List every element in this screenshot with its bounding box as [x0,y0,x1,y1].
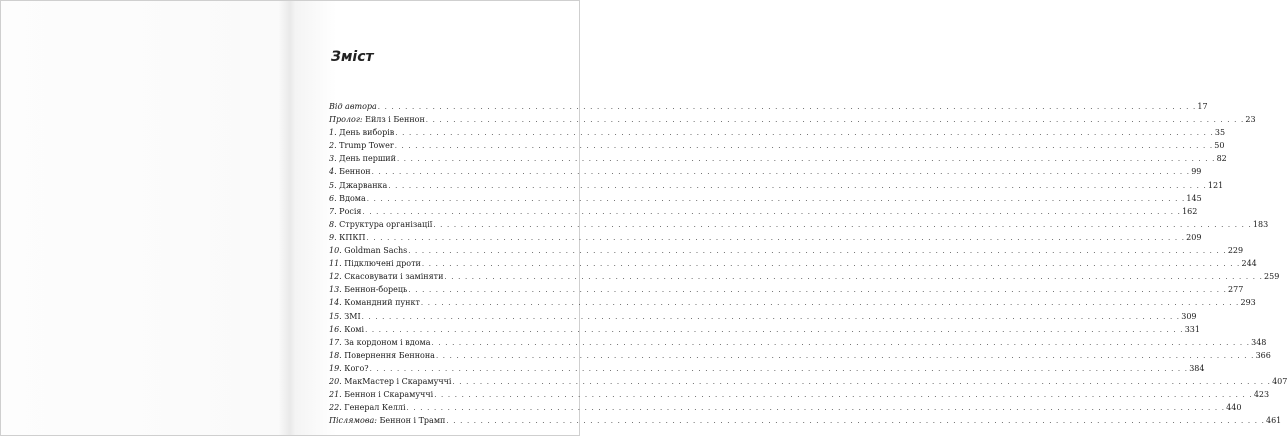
toc-entry [329,192,1202,205]
right-page [291,1,1287,435]
toc-entry-page: 50 [1214,141,1225,151]
toc-entry [329,270,1280,283]
toc-dot-leader: . . . . . . . . . . . . . . . . . . . . . . . . . . . . . . . . . . . . . . . . . . . . . . . . . . . . . . . . . . . . . . . . . . . . . . . . . . . . . . . . . . . . . . . . . . . . . . . . . . . . . . . . . . . . . . . . . . . . . . . . [366,233,1186,242]
toc-entry-label [329,283,407,296]
toc-entry-label [329,231,366,244]
toc-entry-page: 277 [1228,285,1244,295]
toc-entry-label [329,296,420,309]
toc-entry [329,375,1287,388]
toc-entry-label [329,388,433,401]
toc-entry [329,139,1225,152]
toc-entry-label [329,192,366,205]
toc-entry [329,152,1227,165]
toc-dot-leader: . . . . . . . . . . . . . . . . . . . . . . . . . . . . . . . . . . . . . . . . . . . . . . . . . . . . . . . . . . . . . . . . . . . . . . . . . . . . . . . . . . . . . . . . . . . . . . . . . . . . . . . . . . . . . . . . . . . . . . . . [420,299,1240,308]
toc-entry-label [329,336,431,349]
toc-entry-label [329,375,451,388]
toc-entry [329,100,1208,113]
toc-entry [329,362,1205,375]
toc-dot-leader: . . . . . . . . . . . . . . . . . . . . . . . . . . . . . . . . . . . . . . . . . . . . . . . . . . . . . . . . . . . . . . . . . . . . . . . . . . . . . . . . . . . . . . . . . . . . . . . . . . . . . . . . . . . . . . . . . . . . . . . . [388,181,1207,190]
toc-entry [329,218,1269,231]
toc-entry-text: Goldman Sachs [341,246,408,256]
toc-entry-text: ЗМІ [341,311,361,321]
toc-entry-label [329,349,435,362]
toc-entry-text: Генерал Келлі [341,403,406,413]
toc-entry [329,283,1244,296]
toc-entry [329,336,1267,349]
toc-entry-text: КПКП [336,232,366,242]
toc-entry-page: 348 [1251,337,1267,347]
toc-entry [329,126,1226,139]
toc-dot-leader: . . . . . . . . . . . . . . . . . . . . . . . . . . . . . . . . . . . . . . . . . . . . . . . . . . . . . . . . . . . . . . . . . . . . . . . . . . . . . . . . . . . . . . . . . . . . . . . . . . . . . . . . . . . . . . . . . . . . . . . . [365,325,1184,334]
toc-dot-leader: . . . . . . . . . . . . . . . . . . . . . . . . . . . . . . . . . . . . . . . . . . . . . . . . . . . . . . . . . . . . . . . . . . . . . . . . . . . . . . . . . . . . . . . . . . . . . . . . . . . . . . . . . . . . . . . . . . . . . . . . [361,312,1181,321]
toc-entry-label [329,270,443,283]
toc-entry-text: За кордоном і вдома [341,337,431,347]
toc-entry [329,231,1202,244]
toc-entry [329,205,1198,218]
toc-entry-label [329,218,432,231]
toc-entry-prefix: 12. [329,272,342,282]
toc-entry-label [329,205,361,218]
toc-entry-page: 309 [1181,311,1197,321]
toc-entry-page: 229 [1227,246,1244,256]
toc-dot-leader: . . . . . . . . . . . . . . . . . . . . . . . . . . . . . . . . . . . . . . . . . . . . . . . . . . . . . . . . . . . . . . . . . . . . . . . . . . . . . . . . . . . . . . . . . . . . . . . . . . . . . . . . . . . . . . . . . . . . . . . . [394,142,1214,151]
toc-dot-leader: . . . . . . . . . . . . . . . . . . . . . . . . . . . . . . . . . . . . . . . . . . . . . . . . . . . . . . . . . . . . . . . . . . . . . . . . . . . . . . . . . . . . . . . . . . . . . . . . . . . . . . . . . . . . . . . . . . . . . . . . [408,247,1227,256]
toc-dot-leader: . . . . . . . . . . . . . . . . . . . . . . . . . . . . . . . . . . . . . . . . . . . . . . . . . . . . . . . . . . . . . . . . . . . . . . . . . . . . . . . . . . . . . . . . . . . . . . . . . . . . . . . . . . . . . . . . . . . . . . . . [433,220,1252,229]
toc-dot-leader: . . . . . . . . . . . . . . . . . . . . . . . . . . . . . . . . . . . . . . . . . . . . . . . . . . . . . . . . . . . . . . . . . . . . . . . . . . . . . . . . . . . . . . . . . . . . . . . . . . . . . . . . . . . . . . . . . . . . . . . . [434,391,1253,400]
toc-entry-page: 17 [1197,102,1208,111]
toc-entry-text: Кого? [341,363,369,373]
toc-entry-label [329,244,407,257]
toc-entry-text: Підключені дроти [341,259,421,269]
toc-entry-page: 35 [1214,128,1226,138]
toc-entry-prefix: 22. [329,403,342,413]
toc-entry-prefix: 7. [329,206,337,216]
toc-entry-label [329,152,396,165]
toc-entry-page: 209 [1186,232,1202,242]
toc-entry-page: 384 [1189,363,1205,373]
toc-entry-prefix: 2. [329,141,337,151]
toc-entry-label [329,113,425,126]
toc-entry-text: Trump Tower [336,141,394,151]
toc-entry-text: Джарванка [336,180,388,190]
toc-entry-prefix: 11. [329,259,342,269]
toc-dot-leader: . . . . . . . . . . . . . . . . . . . . . . . . . . . . . . . . . . . . . . . . . . . . . . . . . . . . . . . . . . . . . . . . . . . . . . . . . . . . . . . . . . . . . . . . . . . . . . . . . . . . . . . . . . . . . . . . . . . . . . . . [371,168,1191,177]
toc-entry [329,296,1256,309]
toc-entry-prefix: 19. [329,363,342,373]
toc-dot-leader: . . . . . . . . . . . . . . . . . . . . . . . . . . . . . . . . . . . . . . . . . . . . . . . . . . . . . . . . . . . . . . . . . . . . . . . . . . . . . . . . . . . . . . . . . . . . . . . . . . . . . . . . . . . . . . . . . . . . . . . . [421,260,1241,269]
toc-entry-text: Командний пункт [341,298,420,308]
toc-entry-label [329,323,364,336]
toc-entry-page: 461 [1266,416,1282,426]
toc-entry [329,244,1244,257]
toc-entry [329,113,1256,126]
toc-entry [329,388,1270,401]
toc-entry-prefix: 10. [329,246,342,256]
toc-dot-leader: . . . . . . . . . . . . . . . . . . . . . . . . . . . . . . . . . . . . . . . . . . . . . . . . . . . . . . . . . . . . . . . . . . . . . . . . . . . . . . . . . . . . . . . . . . . . . . . . . . . . . . . . . . . . . . . . . . . . . . . . [406,404,1226,413]
toc-dot-leader: . . . . . . . . . . . . . . . . . . . . . . . . . . . . . . . . . . . . . . . . . . . . . . . . . . . . . . . . . . . . . . . . . . . . . . . . . . . . . . . . . . . . . . . . . . . . . . . . . . . . . . . . . . . . . . . . . . . . . . . . [408,286,1228,295]
toc-entry-prefix: 20. [329,376,342,386]
toc-entry [329,310,1197,323]
toc-entry-page: 183 [1252,219,1269,229]
toc-entry-label [329,139,394,152]
toc-entry-prefix: 5. [329,180,337,190]
toc-entry-page: 121 [1207,180,1224,190]
toc-entry-page: 440 [1226,403,1242,413]
toc-entry-text: Росія [336,206,362,216]
toc-dot-leader: . . . . . . . . . . . . . . . . . . . . . . . . . . . . . . . . . . . . . . . . . . . . . . . . . . . . . . . . . . . . . . . . . . . . . . . . . . . . . . . . . . . . . . . . . . . . . . . . . . . . . . . . . . . . . . . . . . . . . . . . [396,155,1216,164]
toc-title: Зміст [331,49,374,65]
toc-entry-text: Структура організації [336,219,433,229]
toc-entry-label [329,165,371,178]
toc-entry-text: Беннон [336,167,371,177]
toc-entry-text: МакМастер і Скарамуччі [341,376,452,386]
toc-entry-prefix: 1. [329,128,337,138]
toc-entry-page: 423 [1253,390,1270,400]
toc-entry-text: Ейлз і Беннон [362,115,425,125]
toc-entry-page: 82 [1216,154,1227,164]
toc-entry-page: 244 [1241,259,1257,269]
toc-entry-prefix: Післямова: [329,416,377,426]
toc-entry-prefix: Пролог: [329,115,363,125]
toc-entry-prefix: 21. [329,390,342,400]
toc-entry-text: Беннон і Скарамуччі [341,390,434,400]
toc-entry-label [329,414,445,427]
toc-entry-page: 331 [1184,324,1200,334]
toc-dot-leader: . . . . . . . . . . . . . . . . . . . . . . . . . . . . . . . . . . . . . . . . . . . . . . . . . . . . . . . . . . . . . . . . . . . . . . . . . . . . . . . . . . . . . . . . . . . . . . . . . . . . . . . . . . . . . . . . . . . . . . . . [425,116,1245,125]
toc-entry-page: 259 [1264,272,1280,282]
toc-entry-page: 145 [1186,193,1202,203]
toc-entry-prefix: 16. [329,324,342,334]
toc-entry-label [329,100,377,113]
toc-dot-leader: . . . . . . . . . . . . . . . . . . . . . . . . . . . . . . . . . . . . . . . . . . . . . . . . . . . . . . . . . . . . . . . . . . . . . . . . . . . . . . . . . . . . . . . . . . . . . . . . . . . . . . . . . . . . . . . . . . . . . . . . [452,377,1272,386]
toc-entry [329,349,1271,362]
toc-entry-prefix: 3. [329,154,337,164]
toc-entry-page: 99 [1191,167,1202,177]
toc-entry-label [329,310,361,323]
toc-entry-label [329,362,369,375]
toc-entry-prefix: 6. [329,193,337,203]
toc-entry-prefix: 8. [329,219,337,229]
toc-entry-page: 293 [1240,298,1256,308]
toc-entry-text: Скасовувати і заміняти [341,272,444,282]
toc-entry-page: 407 [1272,376,1287,386]
toc-dot-leader: . . . . . . . . . . . . . . . . . . . . . . . . . . . . . . . . . . . . . . . . . . . . . . . . . . . . . . . . . . . . . . . . . . . . . . . . . . . . . . . . . . . . . . . . . . . . . . . . . . . . . . . . . . . . . . . . . . . . . . . . [435,351,1255,360]
toc-entry-text: День виборів [336,128,395,138]
toc-entry [329,401,1242,414]
toc-entry-page: 23 [1245,115,1256,125]
toc-entry-page: 366 [1255,350,1271,360]
toc-entry-label [329,126,394,139]
toc-entry-text: Беннон-борець [341,285,408,295]
left-page [1,1,290,435]
toc-entry-prefix: 13. [329,285,342,295]
toc-entry [329,323,1200,336]
toc-dot-leader: . . . . . . . . . . . . . . . . . . . . . . . . . . . . . . . . . . . . . . . . . . . . . . . . . . . . . . . . . . . . . . . . . . . . . . . . . . . . . . . . . . . . . . . . . . . . . . . . . . . . . . . . . . . . . . . . . . . . . . . . [395,129,1214,138]
toc-entry-label [329,257,421,270]
toc-dot-leader: . . . . . . . . . . . . . . . . . . . . . . . . . . . . . . . . . . . . . . . . . . . . . . . . . . . . . . . . . . . . . . . . . . . . . . . . . . . . . . . . . . . . . . . . . . . . . . . . . . . . . . . . . . . . . . . . . . . . . . . . [362,207,1182,216]
toc-entry-prefix: 17. [329,337,342,347]
toc-entry-text: Комі [341,324,365,334]
toc-entry-text: Повернення Беннона [341,350,435,360]
toc-dot-leader: . . . . . . . . . . . . . . . . . . . . . . . . . . . . . . . . . . . . . . . . . . . . . . . . . . . . . . . . . . . . . . . . . . . . . . . . . . . . . . . . . . . . . . . . . . . . . . . . . . . . . . . . . . . . . . . . . . . . . . . . [431,338,1251,347]
toc-dot-leader: . . . . . . . . . . . . . . . . . . . . . . . . . . . . . . . . . . . . . . . . . . . . . . . . . . . . . . . . . . . . . . . . . . . . . . . . . . . . . . . . . . . . . . . . . . . . . . . . . . . . . . . . . . . . . . . . . . . . . . . . [369,364,1189,373]
toc-entry [329,165,1202,178]
toc-entry-label [329,401,406,414]
toc-entry [329,179,1224,192]
toc-entry-text: День перший [336,154,396,164]
toc-dot-leader: . . . . . . . . . . . . . . . . . . . . . . . . . . . . . . . . . . . . . . . . . . . . . . . . . . . . . . . . . . . . . . . . . . . . . . . . . . . . . . . . . . . . . . . . . . . . . . . . . . . . . . . . . . . . . . . . . . . . . . . . [444,273,1264,282]
toc-entry-text: Беннон і Трамп [376,416,446,426]
toc-entry-prefix: 18. [329,350,342,360]
toc-entry [329,414,1282,427]
toc-entry-text: Вдома [336,193,366,203]
toc-entry-prefix: 14. [329,298,342,308]
toc-list [329,100,1287,427]
toc-entry-label [329,179,387,192]
toc-dot-leader: . . . . . . . . . . . . . . . . . . . . . . . . . . . . . . . . . . . . . . . . . . . . . . . . . . . . . . . . . . . . . . . . . . . . . . . . . . . . . . . . . . . . . . . . . . . . . . . . . . . . . . . . . . . . . . . . . . . . . . . . [377,103,1197,111]
toc-entry-page: 162 [1182,206,1198,216]
toc-entry-prefix: 4. [329,167,337,177]
toc-dot-leader: . . . . . . . . . . . . . . . . . . . . . . . . . . . . . . . . . . . . . . . . . . . . . . . . . . . . . . . . . . . . . . . . . . . . . . . . . . . . . . . . . . . . . . . . . . . . . . . . . . . . . . . . . . . . . . . . . . . . . . . . [366,194,1186,203]
toc-dot-leader: . . . . . . . . . . . . . . . . . . . . . . . . . . . . . . . . . . . . . . . . . . . . . . . . . . . . . . . . . . . . . . . . . . . . . . . . . . . . . . . . . . . . . . . . . . . . . . . . . . . . . . . . . . . . . . . . . . . . . . . . [446,417,1265,426]
toc-entry-prefix: Від автора [329,102,377,111]
toc-entry [329,257,1257,270]
toc-entry-prefix: 9. [329,232,337,242]
toc-entry-prefix: 15. [329,311,342,321]
